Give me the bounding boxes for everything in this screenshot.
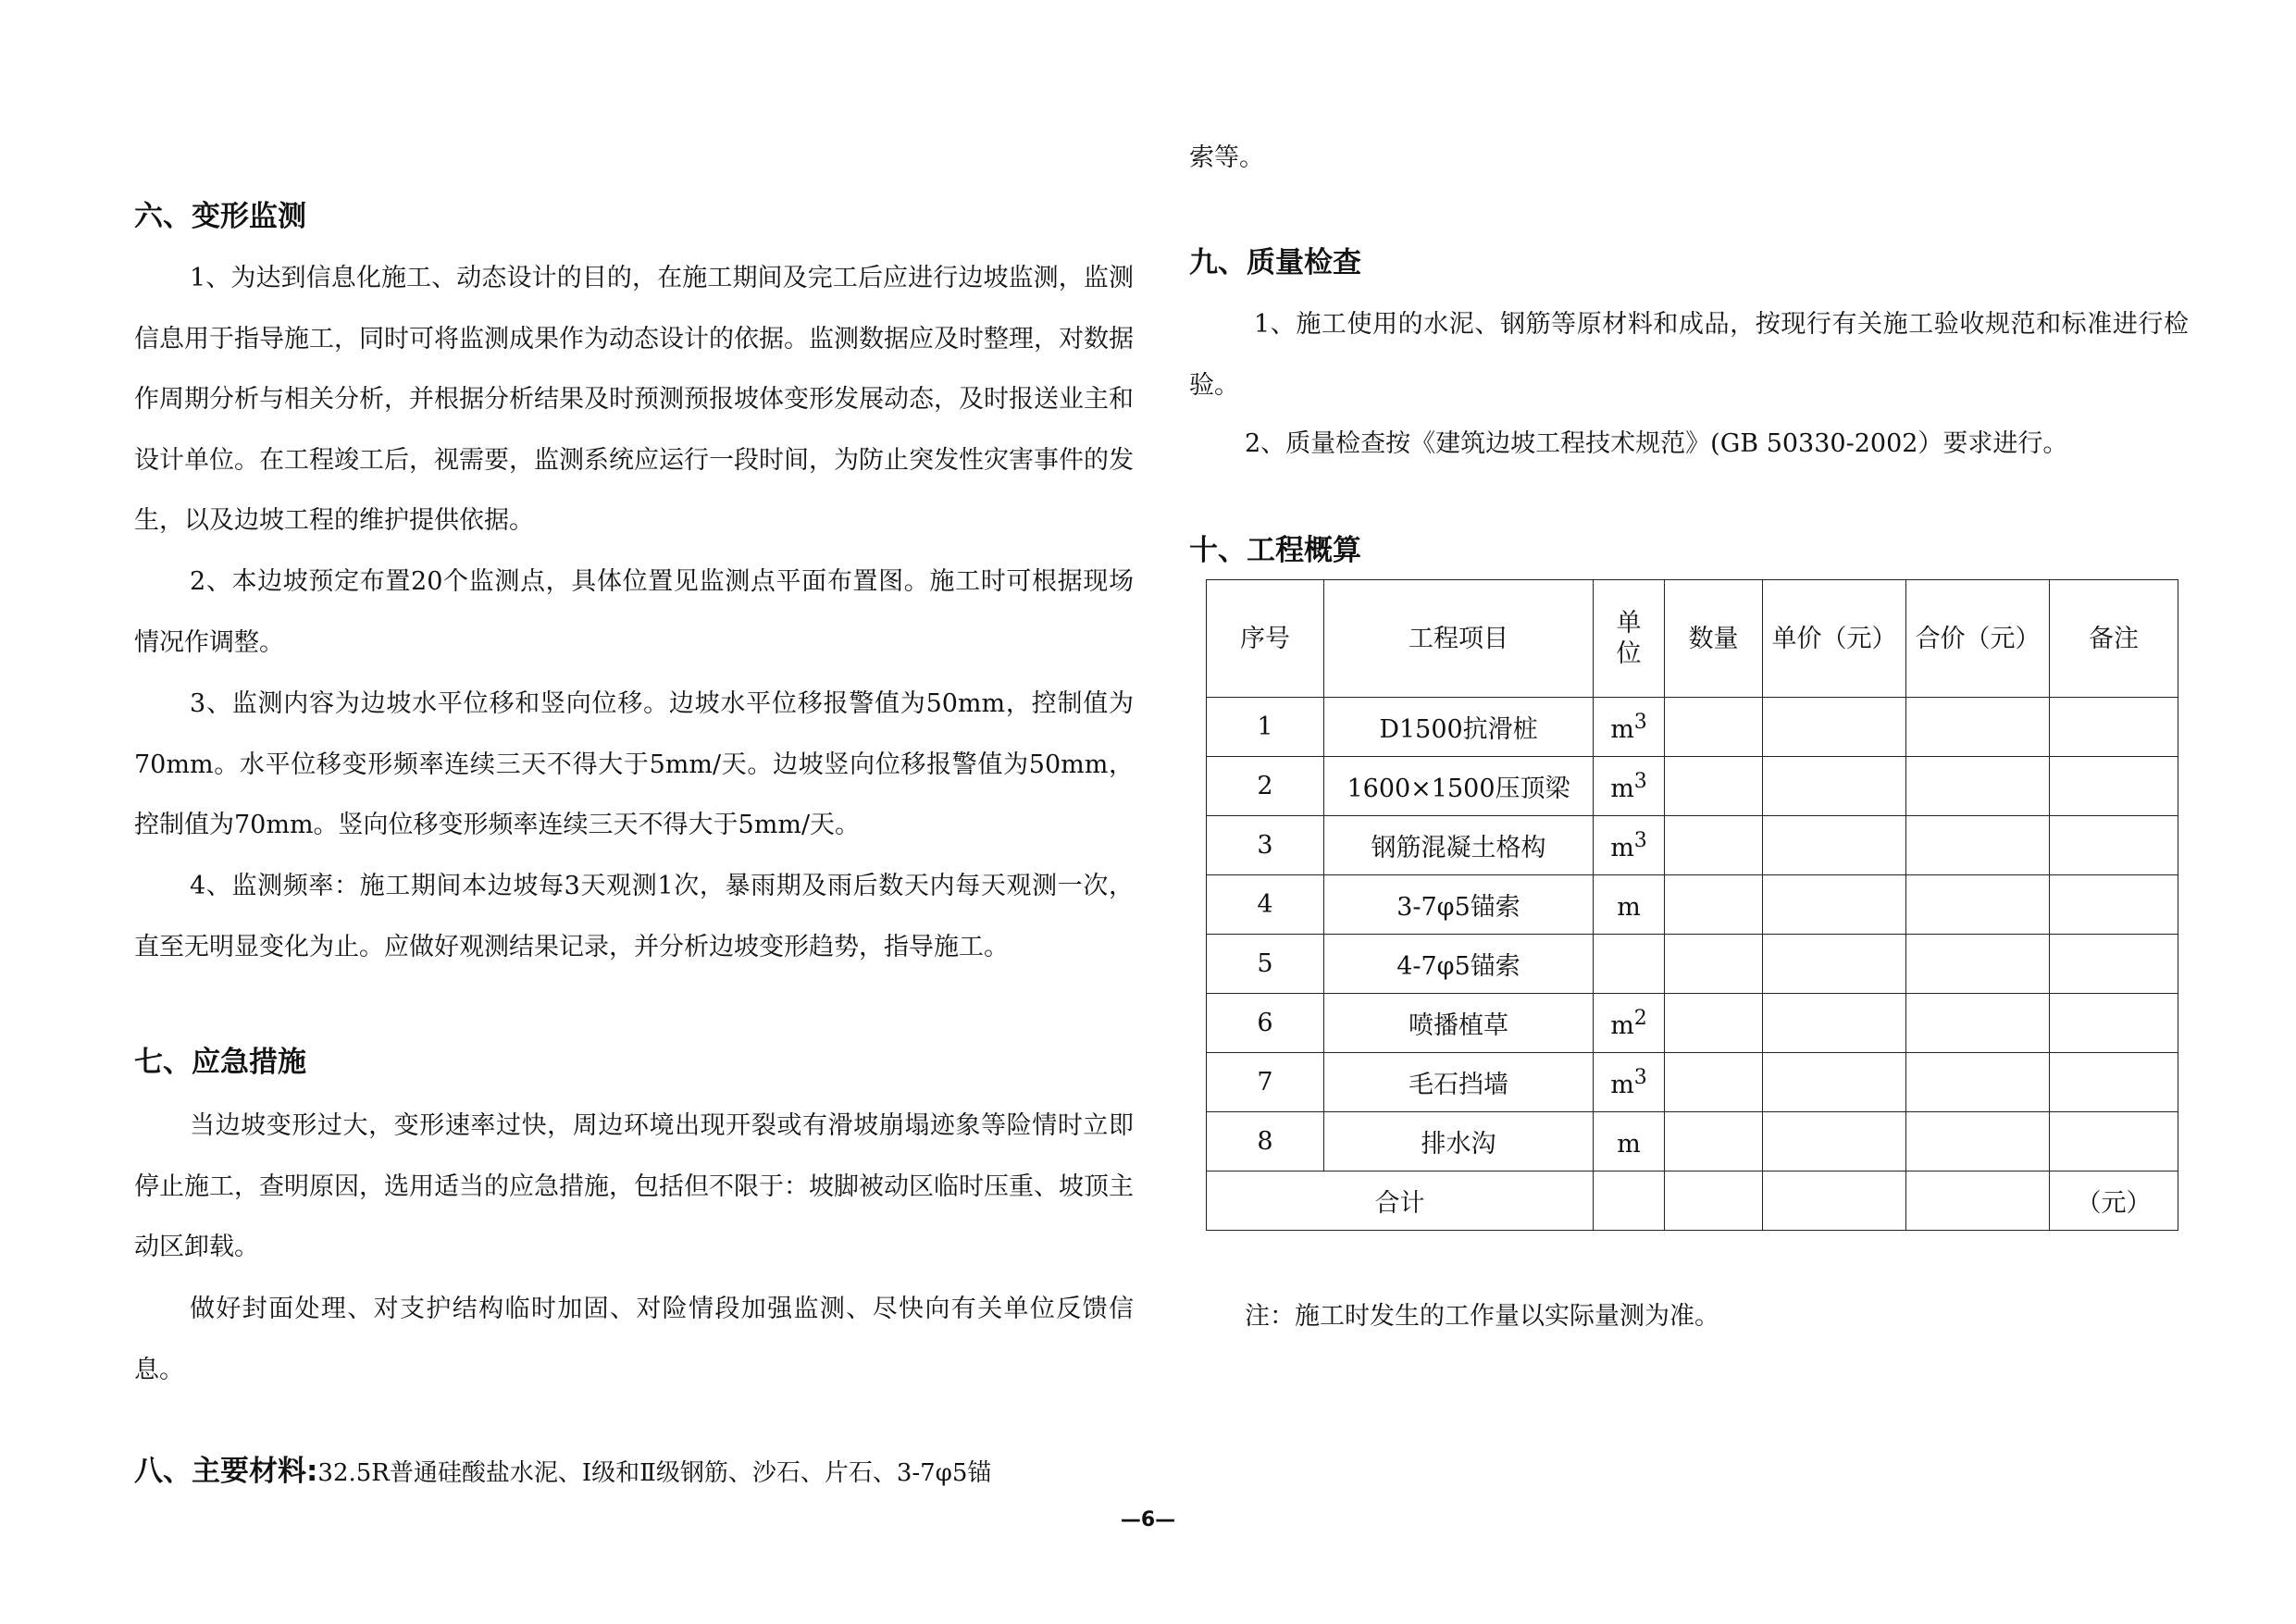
row-quantity: [1665, 1112, 1763, 1172]
row-total-price: [1906, 816, 2050, 875]
row-item: 4-7φ5锚索: [1324, 935, 1594, 994]
row-remarks: [2050, 1112, 2178, 1172]
row-no: 5: [1207, 935, 1324, 994]
row-quantity: [1665, 935, 1763, 994]
row-unit: [1594, 698, 1665, 757]
table-row: [1207, 1053, 2178, 1112]
row-total-price: [1906, 935, 2050, 994]
table-row: [1207, 698, 2178, 757]
row-remarks: [2050, 698, 2178, 757]
section-8-title: 八、主要材料:: [134, 1455, 318, 1488]
row-unit-exponent: 3: [1633, 828, 1647, 852]
row-total-price: [1906, 994, 2050, 1053]
row-quantity: [1665, 994, 1763, 1053]
row-unit: [1594, 757, 1665, 816]
budget-table: [1206, 579, 2178, 1231]
row-unit: [1594, 875, 1665, 935]
header-unit: [1594, 580, 1665, 698]
header-quantity: 数量: [1665, 580, 1763, 698]
row-unit-exponent: 3: [1633, 769, 1647, 793]
section-8-text: 32.5R普通硅酸盐水泥、Ⅰ级和Ⅱ级钢筋、沙石、片石、3-7φ5锚: [317, 1459, 992, 1487]
row-total-price: [1906, 698, 2050, 757]
row-no: 7: [1207, 1053, 1324, 1112]
row-remarks: [2050, 816, 2178, 875]
row-item: 毛石挡墙: [1324, 1053, 1594, 1112]
row-unit-text: m: [1610, 1010, 1634, 1040]
total-quantity-cell: [1665, 1172, 1763, 1231]
total-unit-price-cell: [1763, 1172, 1906, 1231]
row-unit-price: [1763, 816, 1906, 875]
table-row: [1207, 935, 2178, 994]
row-unit-price: [1763, 994, 1906, 1053]
section-6-para-4: 4、监测频率：施工期间本边坡每3天观测1次，暴雨期及雨后数天内每天观测一次，直至无明显变化为止。应做好观测结果记录，并分析边坡变形趋势，指导施工。: [134, 872, 1134, 961]
row-unit: [1594, 994, 1665, 1053]
table-note: 注：施工时发生的工作量以实际量测为准。: [1245, 1302, 1719, 1331]
section-7-para-1: 当边坡变形过大，变形速率过快，周边环境出现开裂或有滑坡崩塌迹象等险情时立即停止施工，查明原因，选用适当的应急措施，包括但不限于：坡脚被动区临时压重、坡顶主动区卸载。: [134, 1111, 1134, 1262]
row-quantity: [1665, 816, 1763, 875]
row-unit-text: m: [1610, 1070, 1634, 1099]
row-no: 8: [1207, 1112, 1324, 1172]
row-unit-price: [1763, 935, 1906, 994]
row-unit-exponent: 3: [1633, 1065, 1647, 1089]
section-7-title: 七、应急措施: [134, 1046, 306, 1079]
header-total-price: 合价（元）: [1906, 580, 2050, 698]
row-item: 钢筋混凝土格构: [1324, 816, 1594, 875]
row-quantity: [1665, 875, 1763, 935]
row-no: 4: [1207, 875, 1324, 935]
row-unit-text: m: [1617, 892, 1641, 922]
row-remarks: [2050, 994, 2178, 1053]
table-row: [1207, 816, 2178, 875]
row-unit-price: [1763, 875, 1906, 935]
row-quantity: [1665, 1053, 1763, 1112]
row-unit-text: m: [1610, 714, 1634, 744]
row-item: 3-7φ5锚索: [1324, 875, 1594, 935]
header-item: 工程项目: [1324, 580, 1594, 698]
section-7-para-2: 做好封面处理、对支护结构临时加固、对险情段加强监测、尽快向有关单位反馈信息。: [134, 1295, 1134, 1384]
section-10-title: 十、工程概算: [1189, 534, 1361, 567]
row-item: D1500抗滑桩: [1324, 698, 1594, 757]
row-no: 3: [1207, 816, 1324, 875]
row-total-price: [1906, 1112, 2050, 1172]
total-price-cell: [1906, 1172, 2050, 1231]
row-unit-price: [1763, 1053, 1906, 1112]
section-6-para-1: 1、为达到信息化施工、动态设计的目的，在施工期间及完工后应进行边坡监测，监测信息用于指导施工，同时可将监测成果作为动态设计的依据。监测数据应及时整理，对数据作周期分析与相关分析，并根据分析结果及时预测预报坡体变形发展动态，及时报送业主和设计单位。在工程竣工后，视需要，监测系统应运行一段时间，为防止突发性灾害事件的发生，以及边坡工程的维护提供依据。: [134, 264, 1134, 536]
row-remarks: [2050, 935, 2178, 994]
section-9-para-1: 1、施工使用的水泥、钢筋等原材料和成品，按现行有关施工验收规范和标准进行检验。: [1189, 310, 2189, 400]
row-unit-exponent: 2: [1633, 1006, 1647, 1030]
row-unit-text: m: [1610, 774, 1634, 803]
page-number: —6—: [1120, 1508, 1176, 1531]
row-total-price: [1906, 875, 2050, 935]
row-total-price: [1906, 1053, 2050, 1112]
row-quantity: [1665, 757, 1763, 816]
row-unit: [1594, 816, 1665, 875]
header-unit-text: 单位: [1616, 609, 1642, 668]
row-no: 6: [1207, 994, 1324, 1053]
table-row: [1207, 994, 2178, 1053]
section-6-para-2: 2、本边坡预定布置20个监测点，具体位置见监测点平面布置图。施工时可根据现场情况作调整。: [134, 567, 1134, 657]
section-6-para-3: 3、监测内容为边坡水平位移和竖向位移。边坡水平位移报警值为50mm，控制值为70mm。水平位移变形频率连续三天不得大于5mm/天。边坡竖向位移报警值为50mm，控制值为70mm。竖向位移变形频率连续三天不得大于5mm/天。: [134, 689, 1134, 840]
row-quantity: [1665, 698, 1763, 757]
section-8-line: [134, 1453, 991, 1492]
header-unit-price: 单价（元）: [1763, 580, 1906, 698]
row-unit: [1594, 1112, 1665, 1172]
row-item: 喷播植草: [1324, 994, 1594, 1053]
row-no: 1: [1207, 698, 1324, 757]
row-item: 1600×1500压顶梁: [1324, 757, 1594, 816]
table-row: [1207, 1112, 2178, 1172]
row-no: 2: [1207, 757, 1324, 816]
table-header-row: [1207, 580, 2178, 698]
row-unit-exponent: 3: [1633, 710, 1647, 734]
row-unit-price: [1763, 757, 1906, 816]
total-label: 合计: [1207, 1172, 1594, 1231]
row-unit: [1594, 935, 1665, 994]
row-unit-price: [1763, 698, 1906, 757]
total-note: （元）: [2050, 1172, 2178, 1231]
section-9-title: 九、质量检查: [1189, 246, 1361, 279]
table-total-row: [1207, 1172, 2178, 1231]
row-remarks: [2050, 875, 2178, 935]
row-remarks: [2050, 757, 2178, 816]
row-total-price: [1906, 757, 2050, 816]
row-unit: [1594, 1053, 1665, 1112]
section-9-para-2: 2、质量检查按《建筑边坡工程技术规范》(GB 50330-2002）要求进行。: [1245, 429, 2068, 458]
row-remarks: [2050, 1053, 2178, 1112]
table-row: [1207, 875, 2178, 935]
section-6-title: 六、变形监测: [134, 200, 306, 233]
row-unit-text: m: [1617, 1129, 1641, 1159]
total-unit-cell: [1594, 1172, 1665, 1231]
row-unit-text: m: [1610, 833, 1634, 862]
header-remarks: 备注: [2050, 580, 2178, 698]
table-row: [1207, 757, 2178, 816]
header-no: 序号: [1207, 580, 1324, 698]
row-item: 排水沟: [1324, 1112, 1594, 1172]
row-unit-price: [1763, 1112, 1906, 1172]
section-8-continuation: 索等。: [1189, 143, 1264, 172]
